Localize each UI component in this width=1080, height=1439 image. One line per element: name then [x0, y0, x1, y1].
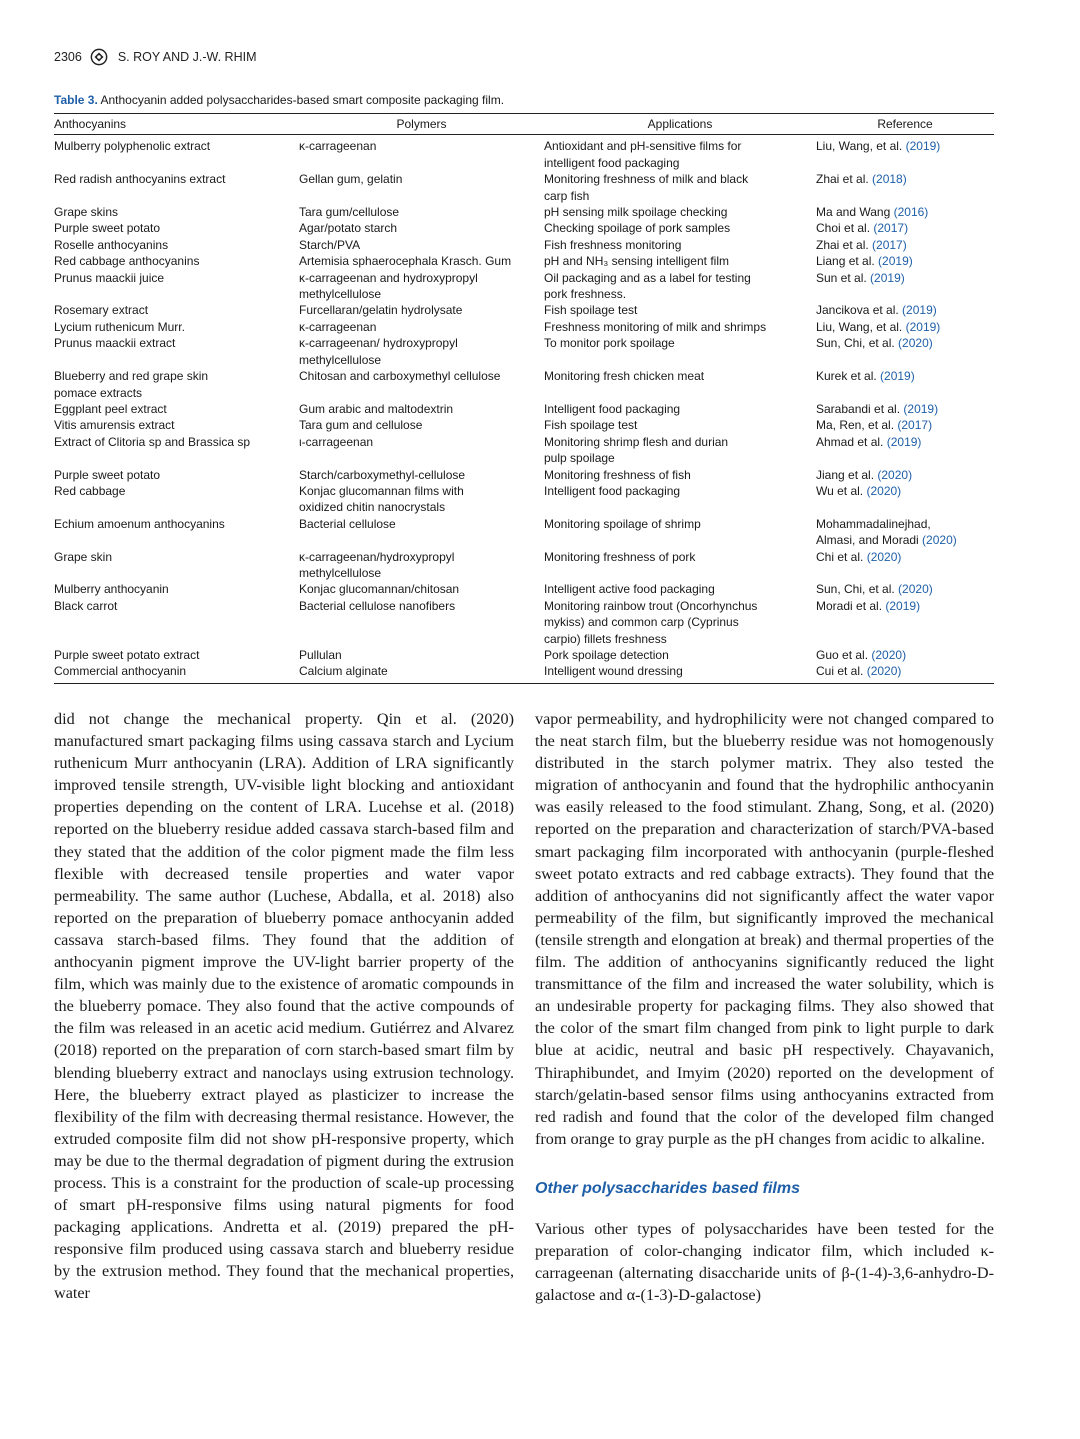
table-row — [54, 663, 994, 683]
cell-application: Monitoring freshness of pork — [544, 549, 696, 564]
table-row — [54, 220, 994, 236]
table-row — [54, 204, 994, 220]
cell-polymer: Starch/PVA — [299, 237, 361, 252]
cell-reference — [816, 401, 994, 417]
page-number: 2306 — [54, 50, 82, 64]
reference-authors: Mohammadalinejhad, Almasi, and Moradi — [816, 516, 931, 548]
cell-polymer: κ-carrageenan and hydroxypropyl methylcellulose — [299, 270, 478, 302]
table-row — [54, 237, 994, 253]
table-row — [54, 581, 994, 597]
table-row — [54, 253, 994, 269]
cell-polymer: Pullulan — [299, 648, 342, 662]
cell-anthocyanin: Red cabbage anthocyanins — [54, 254, 200, 269]
cell-polymer: Furcellaran/gelatin hydrolysate — [299, 303, 463, 318]
cell-reference — [816, 237, 994, 253]
reference-authors: Zhai et al. — [816, 237, 873, 252]
table-caption — [54, 93, 1034, 107]
cell-application: Monitoring shrimp flesh and durian pulp spoilage — [544, 434, 729, 466]
reference-year-link[interactable]: (2020) — [898, 336, 933, 351]
col-header-polymers: Polymers — [299, 114, 544, 135]
cell-reference — [816, 647, 994, 663]
reference-authors: Liang et al. — [816, 254, 879, 269]
cell-application: To monitor pork spoilage — [544, 336, 675, 351]
cell-reference — [816, 598, 994, 647]
cell-polymer: Starch/carboxymethyl-cellulose — [299, 467, 466, 482]
reference-authors: Chi et al. — [816, 549, 867, 564]
cell-application: Fish spoilage test — [544, 303, 638, 318]
cell-polymer: κ-carrageenan — [299, 139, 377, 154]
cell-application: Monitoring freshness of milk and black carp fish — [544, 172, 749, 203]
cell-application: Monitoring spoilage of shrimp — [544, 516, 701, 531]
cell-anthocyanin: Purple sweet potato — [54, 221, 161, 236]
reference-year-link[interactable]: (2020) — [877, 467, 913, 482]
cell-reference — [816, 417, 994, 433]
reference-year-link[interactable]: (2017) — [897, 418, 933, 433]
reference-authors: Sun et al. — [816, 270, 871, 285]
cell-anthocyanin: Prunus maackii juice — [54, 270, 165, 285]
cell-anthocyanin: Vitis amurensis extract — [54, 418, 175, 433]
reference-year-link[interactable]: (2017) — [872, 237, 907, 252]
table-row — [54, 417, 994, 433]
cell-application: Antioxidant and pH-sensitive films for intelligent food packaging — [544, 139, 742, 170]
cell-anthocyanin: Commercial anthocyanin — [54, 663, 299, 683]
cell-polymer: Chitosan and carboxymethyl cellulose — [299, 369, 501, 384]
reference-authors: Ma and Wang — [816, 205, 894, 220]
reference-year-link[interactable]: (2020) — [871, 648, 907, 662]
cell-polymer: Konjac glucomannan films with oxidized chitin nanocrystals — [299, 483, 464, 515]
reference-authors: Sun, Chi, et al. — [816, 336, 899, 351]
reference-year-link[interactable]: (2019) — [878, 254, 913, 269]
cell-application: Fish spoilage test — [544, 418, 638, 433]
cell-reference — [816, 270, 994, 303]
table-row — [54, 171, 994, 204]
cell-application: Intelligent wound dressing — [544, 663, 816, 683]
reference-year-link[interactable]: (2019) — [905, 319, 941, 334]
cell-polymer: ι-carrageenan — [299, 434, 374, 449]
reference-year-link[interactable]: (2020) — [866, 483, 902, 498]
reference-year-link[interactable]: (2016) — [893, 205, 929, 220]
reference-year-link[interactable]: (2020) — [866, 549, 902, 564]
running-authors: S. ROY AND J.-W. RHIM — [117, 50, 257, 64]
cell-application: Intelligent food packaging — [544, 401, 681, 416]
cell-polymer: κ-carrageenan/ hydroxypropyl methylcellulose — [299, 336, 458, 367]
table-row — [54, 598, 994, 647]
cell-polymer: Bacterial cellulose nanofibers — [299, 598, 456, 613]
cell-anthocyanin: Blueberry and red grape skin pomace extracts — [54, 369, 209, 400]
cell-anthocyanin: Mulberry polyphenolic extract — [54, 139, 211, 154]
cell-anthocyanin: Prunus maackii extract — [54, 336, 176, 351]
section-heading: Other polysaccharides based films — [535, 1179, 800, 1197]
cell-reference — [816, 434, 994, 467]
col-header-applications: Applications — [544, 114, 816, 135]
cell-polymer: Bacterial cellulose — [299, 516, 396, 531]
cell-reference — [816, 135, 994, 171]
cell-reference — [816, 220, 994, 236]
reference-authors: Sun, Chi, et al. — [816, 582, 899, 597]
col-header-reference: Reference — [816, 114, 994, 135]
cell-application: pH and NH₃ sensing intelligent film — [544, 254, 729, 269]
cell-application: Monitoring rainbow trout (Oncorhynchus mykiss) and common carp (Cyprinus carpio) fillets freshness — [544, 598, 758, 646]
cell-polymer: Artemisia sphaerocephala Krasch. Gum — [299, 254, 512, 269]
table-row — [54, 401, 994, 417]
cell-polymer: κ-carrageenan/hydroxypropyl methylcellulose — [299, 549, 455, 580]
cell-anthocyanin: Extract of Clitoria sp and Brassica sp — [54, 434, 251, 449]
cell-application: Fish freshness monitoring — [544, 237, 682, 252]
cell-reference — [816, 302, 994, 318]
table-row — [54, 647, 994, 663]
table-row — [54, 467, 994, 483]
cell-polymer: Calcium alginate — [299, 663, 544, 683]
cell-anthocyanin: Grape skins — [54, 205, 119, 220]
cell-anthocyanin: Lycium ruthenicum Murr. — [54, 319, 185, 334]
reference-year-link[interactable]: (2019) — [886, 434, 922, 449]
table-row — [54, 483, 994, 516]
cell-application: Freshness monitoring of milk and shrimps — [544, 319, 767, 334]
cell-application: Monitoring freshness of fish — [544, 467, 691, 482]
cell-polymer: Konjac glucomannan/chitosan — [299, 582, 460, 597]
cell-reference — [816, 204, 994, 220]
cell-application: Intelligent active food packaging — [544, 582, 715, 597]
cell-application: Intelligent food packaging — [544, 483, 681, 498]
reference-year-link[interactable]: (2020) — [898, 582, 933, 597]
table-row — [54, 135, 994, 171]
cell-anthocyanin: Grape skin — [54, 549, 113, 564]
table-row — [54, 516, 994, 549]
publisher-logo-icon — [90, 48, 108, 66]
cell-polymer: κ-carrageenan — [299, 319, 377, 334]
cell-application: Pork spoilage detection — [544, 648, 669, 662]
reference-year-link[interactable]: (2020) — [922, 533, 957, 548]
reference-authors: Cui et al. — [816, 664, 867, 679]
cell-reference — [816, 467, 994, 483]
cell-anthocyanin: Black carrot — [54, 598, 118, 613]
reference-authors: Guo et al. — [816, 648, 872, 662]
cell-anthocyanin: Purple sweet potato extract — [54, 648, 200, 662]
reference-authors: Sarabandi et al. — [816, 401, 904, 416]
reference-authors: Liu, Wang, et al. — [816, 319, 906, 334]
reference-authors: Jancikova et al. — [816, 303, 903, 318]
table-row — [54, 270, 994, 303]
right-text-column — [535, 708, 994, 1306]
cell-application: Monitoring fresh chicken meat — [544, 369, 705, 384]
cell-reference — [816, 581, 994, 597]
reference-year-link[interactable]: (2019) — [870, 270, 905, 285]
reference-authors: Liu, Wang, et al. — [816, 139, 906, 154]
table-row — [54, 302, 994, 318]
table-row — [54, 549, 994, 582]
cell-polymer: Gellan gum, gelatin — [299, 172, 403, 187]
reference-year-link[interactable]: (2019) — [880, 369, 915, 384]
right-paragraph-2: Various other types of polysaccharides have been tested for the preparation of color-changing indicator film, which included κ-carrageenan (alternating disaccharide units of β-(1-4)-3,6-anhydro-D-galactose and α-(1-3)-D-galactose) — [535, 1219, 994, 1305]
cell-anthocyanin: Purple sweet potato — [54, 467, 161, 482]
table-row — [54, 368, 994, 401]
reference-authors: Choi et al. — [816, 221, 874, 236]
cell-anthocyanin: Mulberry anthocyanin — [54, 582, 169, 597]
table-label: Table 3. — [54, 93, 98, 107]
cell-reference — [816, 663, 994, 683]
right-paragraph-1: vapor permeability, and hydrophilicity were not changed compared to the neat starch film, but the blueberry residue was not homogenously distributed in the starch polymer matrix. They also tested the migration of anthocyanin and found that the hydrophilic anthocyanin was easily released to the food stimulant. Zhang, Song, et al. (2020) reported on the preparation and characterization of starch/PVA-based smart packaging film incorporated with anthocyanin (purple-fleshed sweet potato extracts and red cabbage extracts). They found that the addition of anthocyanins did not significantly affect the water vapor permeability of the film, but significantly improved the mechanical (tensile strength and elongation at break) and thermal properties of the film. The addition of anthocyanins significantly reduced the light transmittance of the film and increased the water solubility, which is an undesirable property for packaging films. They also showed that the color of the smart film changed from pink to light purple to dark blue at acidic, neutral and basic pH respectively. Chayavanich, Thiraphibundet, and Imyim (2020) reported on the development of starch/gelatin-based sensor films using anthocyanins extracted from red radish and found that the color of the developed film changed from orange to gray purple as the pH changes from acidic to alkaline. — [535, 710, 994, 1148]
cell-polymer: Tara gum and cellulose — [299, 418, 423, 433]
col-header-anthocyanins: Anthocyanins — [54, 114, 299, 135]
reference-year-link[interactable]: (2019) — [903, 401, 939, 416]
running-header — [54, 46, 256, 68]
reference-year-link[interactable]: (2020) — [866, 664, 902, 679]
cell-application: Checking spoilage of pork samples — [544, 221, 731, 236]
cell-reference — [816, 549, 994, 582]
cell-reference — [816, 171, 994, 204]
cell-anthocyanin: Echium amoenum anthocyanins — [54, 516, 225, 531]
table-caption-text: Anthocyanin added polysaccharides-based smart composite packaging film. — [100, 93, 505, 107]
reference-year-link[interactable]: (2019) — [885, 598, 921, 613]
anthocyanin-table — [54, 113, 994, 684]
cell-reference — [816, 368, 994, 401]
reference-authors: Moradi et al. — [816, 598, 886, 613]
left-paragraph: did not change the mechanical property. Qin et al. (2020) manufactured smart packaging films using cassava starch and Lycium ruthenicum Murr anthocyanin (LRA). Addition of LRA significantly improved tensile strength, UV-visible light blocking and antioxidant properties depending on the content of LRA. Lucehse et al. (2018) reported on the blueberry residue added cassava starch-based film and they stated that the addition of the color pigment made the film less flexible with decreased tensile properties and water vapor permeability. The same author (Luchese, Abdalla, et al. 2018) also reported on the preparation of blueberry pomace anthocyanin added cassava starch-based films. They found that the addition of anthocyanin pigment improve the UV-light barrier property of the film, which was mainly due to the existence of aromatic compounds in the blueberry pomace. They also found that the active compounds of the film was released in an acetic acid medium. Gutiérrez and Alvarez (2018) reported on the preparation of corn starch-based smart film by blending blueberry extract and nanoclays using extrusion technology. Here, the blueberry extract played as plasticizer to increase the flexibility of the film with decreasing thermal resistance. However, the extruded composite film did not show pH-responsive property, which may be due to the thermal degradation of pigment during the extrusion process. This is a constraint for the production of scale-up processing of smart pH-responsive films using natural pigments for food packaging applications. Andretta et al. (2019) prepared the pH-responsive film produced using cassava starch and blueberry residue by the extrusion method. They found that the mechanical properties, water — [54, 710, 514, 1303]
reference-year-link[interactable]: (2018) — [872, 172, 907, 187]
cell-anthocyanin: Roselle anthocyanins — [54, 237, 169, 252]
reference-year-link[interactable]: (2017) — [873, 221, 909, 236]
cell-polymer: Gum arabic and maltodextrin — [299, 401, 454, 416]
table-row — [54, 434, 994, 467]
reference-authors: Wu et al. — [816, 483, 867, 498]
reference-year-link[interactable]: (2019) — [905, 139, 941, 154]
cell-polymer: Tara gum/cellulose — [299, 205, 400, 220]
cell-reference — [816, 483, 994, 516]
cell-anthocyanin: Rosemary extract — [54, 303, 149, 318]
reference-authors: Jiang et al. — [816, 467, 878, 482]
left-text-column — [54, 708, 514, 1305]
reference-authors: Zhai et al. — [816, 172, 873, 187]
cell-reference — [816, 516, 994, 549]
cell-polymer: Agar/potato starch — [299, 221, 398, 236]
table-row — [54, 319, 994, 335]
reference-authors: Kurek et al. — [816, 369, 881, 384]
cell-reference — [816, 253, 994, 269]
cell-application: pH sensing milk spoilage checking — [544, 205, 728, 220]
reference-authors: Ahmad et al. — [816, 434, 887, 449]
cell-application: Oil packaging and as a label for testing pork freshness. — [544, 270, 751, 302]
table-header-row — [54, 114, 994, 135]
cell-anthocyanin: Eggplant peel extract — [54, 401, 167, 416]
reference-year-link[interactable]: (2019) — [902, 303, 937, 318]
reference-authors: Ma, Ren, et al. — [816, 418, 898, 433]
cell-reference — [816, 319, 994, 335]
table-row — [54, 335, 994, 368]
cell-anthocyanin: Red radish anthocyanins extract — [54, 172, 226, 187]
cell-reference — [816, 335, 994, 368]
cell-anthocyanin: Red cabbage — [54, 483, 126, 498]
